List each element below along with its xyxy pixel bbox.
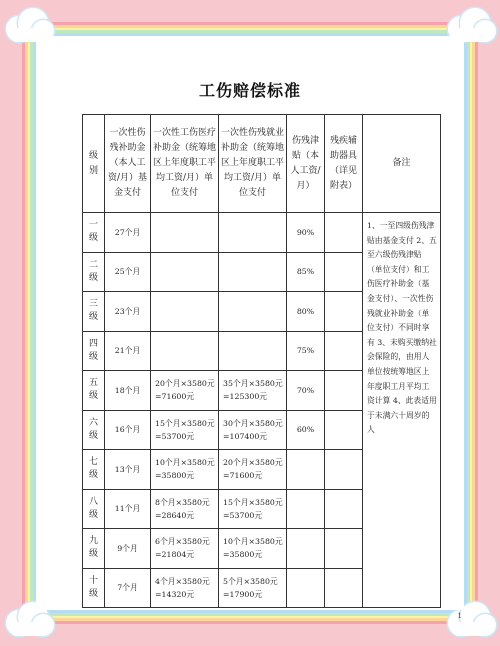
cell-medical: 20个月×3580元=71600元 [151,371,219,411]
document-title: 工伤赔偿标准 [198,81,301,100]
cell-medical: 6个月×3580元=21804元 [151,529,219,569]
header-once-medical: 一次性工伤医疗补助金（统筹地区上年度职工平均工资/月）单位支付 [151,115,219,213]
header-once-disability: 一次性伤残补助金（本人工资/月）基金支付 [105,115,151,213]
header-remarks: 备注 [363,115,441,213]
cell-months: 16个月 [105,410,151,450]
cell-months: 25个月 [105,252,151,292]
cell-devices [325,213,363,253]
cell-devices [325,371,363,411]
cell-medical: 8个月×3580元=28640元 [151,489,219,529]
cell-employment: 5个月×3580元=17900元 [219,568,287,608]
document-page [36,36,464,610]
cell-level: 九级 [83,529,105,569]
cell-level: 八级 [83,489,105,529]
table-row [83,213,441,253]
cell-devices [325,331,363,371]
cell-allowance: 80% [287,292,325,332]
cell-months: 11个月 [105,489,151,529]
cell-employment [219,292,287,332]
cell-level: 二级 [83,252,105,292]
cell-medical: 4个月×3580元=14320元 [151,568,219,608]
cell-remarks: 1、一至四级伤残津贴由基金支付 2、五至六级伤残津贴（单位支付）和工伤医疗补助金（基金支付）、一次性伤残就业补助金（单位支付）不同时享有 3、未购买缴纳社会保险的，由用人单位按统筹地区上年度职工月平均工资计算 4、此表适用于未满六十周岁的人 [363,213,441,608]
cell-employment: 30个月×3580元=107400元 [219,410,287,450]
cell-medical [151,213,219,253]
cell-allowance [287,568,325,608]
header-allowance: 伤残津贴（本人工资/月） [287,115,325,213]
cell-devices [325,489,363,529]
cell-medical [151,331,219,371]
cell-allowance [287,450,325,490]
cell-employment: 20个月×3580元=71600元 [219,450,287,490]
rainbow-border-right [464,22,478,624]
cell-level: 六级 [83,410,105,450]
cell-devices [325,410,363,450]
compensation-table [82,114,441,608]
cell-allowance: 60% [287,410,325,450]
cell-employment [219,331,287,371]
cell-level: 四级 [83,331,105,371]
cell-level: 一级 [83,213,105,253]
cell-level: 三级 [83,292,105,332]
cell-employment: 35个月×3580元=125300元 [219,371,287,411]
cell-employment: 10个月×3580元=35800元 [219,529,287,569]
cell-medical: 15个月×3580元=53700元 [151,410,219,450]
cell-months: 18个月 [105,371,151,411]
cell-months: 23个月 [105,292,151,332]
cell-allowance: 75% [287,331,325,371]
table-header-row [83,115,441,213]
cell-devices [325,252,363,292]
cell-level: 七级 [83,450,105,490]
cell-devices [325,450,363,490]
cell-allowance [287,489,325,529]
cell-employment [219,213,287,253]
rainbow-border-left [22,22,36,624]
cell-allowance: 70% [287,371,325,411]
cell-employment: 15个月×3580元=53700元 [219,489,287,529]
cell-allowance [287,529,325,569]
cell-medical [151,292,219,332]
cell-months: 9个月 [105,529,151,569]
page-number: 1 [457,612,462,620]
cell-allowance: 90% [287,213,325,253]
header-level: 级别 [83,115,105,213]
cell-months: 7个月 [105,568,151,608]
cell-devices [325,568,363,608]
cell-level: 五级 [83,371,105,411]
cell-medical: 10个月×3580元=35800元 [151,450,219,490]
rainbow-border-top [22,22,478,36]
header-once-employment: 一次性伤残就业补助金（统筹地区上年度职工平均工资/月）单位支付 [219,115,287,213]
cell-medical [151,252,219,292]
cell-allowance: 85% [287,252,325,292]
cell-level: 十级 [83,568,105,608]
header-devices: 残疾辅助器具（详见附表） [325,115,363,213]
cell-employment [219,252,287,292]
cell-months: 13个月 [105,450,151,490]
cell-months: 21个月 [105,331,151,371]
cell-devices [325,529,363,569]
cell-months: 27个月 [105,213,151,253]
cell-devices [325,292,363,332]
